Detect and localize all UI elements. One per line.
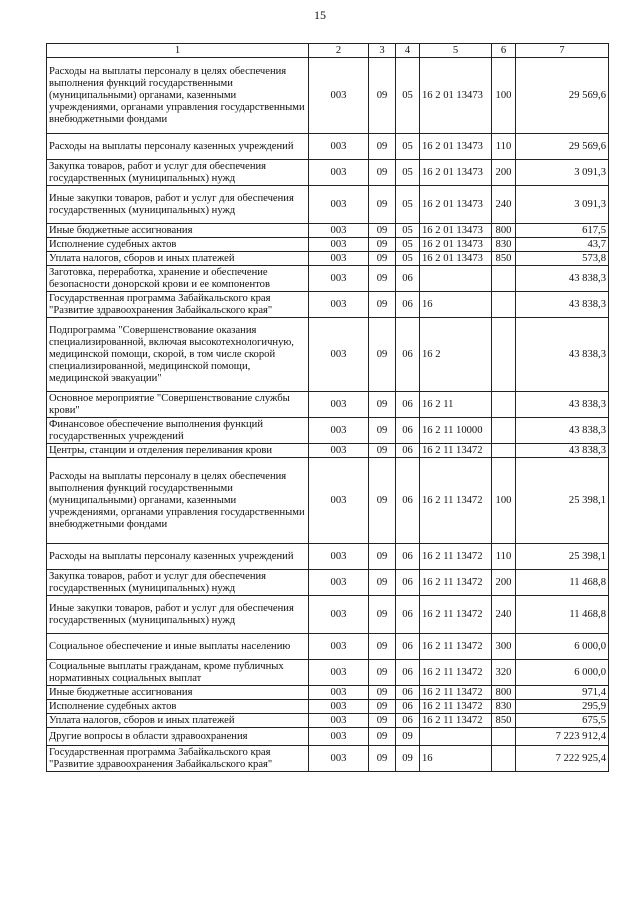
row-expense-type: 200 (492, 570, 516, 596)
row-subsection: 06 (396, 686, 420, 700)
row-section: 09 (369, 186, 396, 224)
row-expense-type: 240 (492, 596, 516, 634)
row-admin-code: 003 (309, 444, 369, 458)
row-subsection: 05 (396, 134, 420, 160)
row-name: Расходы на выплаты персоналу казенных учреждений (47, 544, 309, 570)
row-section: 09 (369, 292, 396, 318)
header-col-5: 5 (420, 44, 492, 58)
row-subsection: 06 (396, 544, 420, 570)
row-name: Расходы на выплаты персоналу в целях обеспечения выполнения функций государственными (муниципальными) органами, казенными учреждениями, органами управления государственными внебюджетными фондами (47, 458, 309, 544)
row-section: 09 (369, 660, 396, 686)
row-subsection: 06 (396, 700, 420, 714)
row-admin-code: 003 (309, 186, 369, 224)
header-col-3: 3 (369, 44, 396, 58)
row-admin-code: 003 (309, 728, 369, 746)
row-name: Иные закупки товаров, работ и услуг для обеспечения государственных (муниципальных) нужд (47, 596, 309, 634)
row-subsection: 06 (396, 660, 420, 686)
row-section: 09 (369, 714, 396, 728)
row-target-code: 16 2 11 13472 (420, 700, 492, 714)
row-target-code: 16 2 11 (420, 392, 492, 418)
table-row (47, 160, 609, 186)
header-col-6: 6 (492, 44, 516, 58)
row-amount: 43 838,3 (516, 444, 609, 458)
table-row (47, 714, 609, 728)
row-amount: 617,5 (516, 224, 609, 238)
row-section: 09 (369, 160, 396, 186)
table-row (47, 596, 609, 634)
row-target-code: 16 2 11 13472 (420, 444, 492, 458)
row-target-code: 16 2 11 13472 (420, 458, 492, 544)
row-admin-code: 003 (309, 318, 369, 392)
row-section: 09 (369, 266, 396, 292)
row-expense-type (492, 418, 516, 444)
row-subsection: 05 (396, 252, 420, 266)
row-name: Уплата налогов, сборов и иных платежей (47, 714, 309, 728)
row-admin-code: 003 (309, 266, 369, 292)
row-admin-code: 003 (309, 252, 369, 266)
row-target-code (420, 728, 492, 746)
header-col-1: 1 (47, 44, 309, 58)
row-expense-type: 320 (492, 660, 516, 686)
row-name: Расходы на выплаты персоналу казенных учреждений (47, 134, 309, 160)
row-admin-code: 003 (309, 714, 369, 728)
row-expense-type: 100 (492, 458, 516, 544)
row-section: 09 (369, 418, 396, 444)
row-amount: 6 000,0 (516, 660, 609, 686)
row-name: Социальное обеспечение и иные выплаты населению (47, 634, 309, 660)
row-subsection: 06 (396, 596, 420, 634)
row-subsection: 06 (396, 570, 420, 596)
row-section: 09 (369, 570, 396, 596)
row-section: 09 (369, 252, 396, 266)
row-amount: 43 838,3 (516, 392, 609, 418)
row-expense-type (492, 728, 516, 746)
row-admin-code: 003 (309, 634, 369, 660)
row-name: Уплата налогов, сборов и иных платежей (47, 252, 309, 266)
row-admin-code: 003 (309, 224, 369, 238)
row-target-code: 16 2 11 13472 (420, 660, 492, 686)
row-subsection: 05 (396, 224, 420, 238)
row-amount: 7 222 925,4 (516, 746, 609, 772)
row-target-code: 16 2 11 13472 (420, 570, 492, 596)
row-admin-code: 003 (309, 58, 369, 134)
row-subsection: 06 (396, 418, 420, 444)
row-admin-code: 003 (309, 700, 369, 714)
row-section: 09 (369, 746, 396, 772)
row-target-code: 16 2 11 13472 (420, 686, 492, 700)
row-amount: 43,7 (516, 238, 609, 252)
row-admin-code: 003 (309, 660, 369, 686)
row-name: Центры, станции и отделения переливания крови (47, 444, 309, 458)
table-row (47, 224, 609, 238)
row-expense-type: 300 (492, 634, 516, 660)
row-expense-type: 800 (492, 224, 516, 238)
row-section: 09 (369, 596, 396, 634)
row-target-code: 16 2 11 13472 (420, 714, 492, 728)
table-row (47, 660, 609, 686)
row-section: 09 (369, 318, 396, 392)
row-subsection: 06 (396, 634, 420, 660)
row-subsection: 06 (396, 292, 420, 318)
row-admin-code: 003 (309, 392, 369, 418)
row-admin-code: 003 (309, 418, 369, 444)
row-name: Основное мероприятие "Совершенствование службы крови" (47, 392, 309, 418)
row-name: Подпрограмма "Совершенствование оказания специализированной, включая высокотехнологичную, медицинской помощи, скорой, в том числе скорой специализированной, медицинской помощи, медицинской эвакуации" (47, 318, 309, 392)
row-name: Заготовка, переработка, хранение и обеспечение безопасности донорской крови и ее компонентов (47, 266, 309, 292)
row-expense-type: 240 (492, 186, 516, 224)
row-target-code: 16 2 01 13473 (420, 134, 492, 160)
row-admin-code: 003 (309, 160, 369, 186)
row-amount: 675,5 (516, 714, 609, 728)
row-name: Иные бюджетные ассигнования (47, 686, 309, 700)
table-row (47, 728, 609, 746)
table-row (47, 686, 609, 700)
budget-table (46, 43, 609, 772)
row-name: Социальные выплаты гражданам, кроме публичных нормативных социальных выплат (47, 660, 309, 686)
table-row (47, 444, 609, 458)
table-row (47, 58, 609, 134)
row-subsection: 05 (396, 186, 420, 224)
row-section: 09 (369, 544, 396, 570)
row-expense-type: 830 (492, 238, 516, 252)
row-subsection: 06 (396, 458, 420, 544)
table-row (47, 292, 609, 318)
row-amount: 43 838,3 (516, 266, 609, 292)
row-admin-code: 003 (309, 238, 369, 252)
row-subsection: 05 (396, 238, 420, 252)
table-row (47, 392, 609, 418)
row-subsection: 09 (396, 728, 420, 746)
header-col-4: 4 (396, 44, 420, 58)
row-admin-code: 003 (309, 458, 369, 544)
row-subsection: 05 (396, 58, 420, 134)
row-expense-type: 100 (492, 58, 516, 134)
row-subsection: 09 (396, 746, 420, 772)
row-name: Иные закупки товаров, работ и услуг для обеспечения государственных (муниципальных) нужд (47, 186, 309, 224)
row-admin-code: 003 (309, 134, 369, 160)
row-subsection: 05 (396, 160, 420, 186)
row-section: 09 (369, 700, 396, 714)
row-section: 09 (369, 634, 396, 660)
row-amount: 7 223 912,4 (516, 728, 609, 746)
row-amount: 3 091,3 (516, 160, 609, 186)
row-amount: 11 468,8 (516, 596, 609, 634)
row-admin-code: 003 (309, 570, 369, 596)
row-section: 09 (369, 238, 396, 252)
row-amount: 43 838,3 (516, 292, 609, 318)
row-name: Государственная программа Забайкальского края "Развитие здравоохранения Забайкальского края" (47, 292, 309, 318)
row-amount: 25 398,1 (516, 458, 609, 544)
row-target-code: 16 2 01 13473 (420, 186, 492, 224)
row-section: 09 (369, 392, 396, 418)
row-amount: 29 569,6 (516, 58, 609, 134)
row-amount: 11 468,8 (516, 570, 609, 596)
row-name: Закупка товаров, работ и услуг для обеспечения государственных (муниципальных) нужд (47, 160, 309, 186)
row-admin-code: 003 (309, 596, 369, 634)
row-expense-type (492, 392, 516, 418)
row-expense-type: 850 (492, 252, 516, 266)
table-row (47, 418, 609, 444)
table-row (47, 746, 609, 772)
table-row (47, 238, 609, 252)
row-subsection: 06 (396, 444, 420, 458)
row-target-code: 16 2 01 13473 (420, 160, 492, 186)
row-target-code (420, 266, 492, 292)
row-section: 09 (369, 134, 396, 160)
table-row (47, 544, 609, 570)
row-amount: 6 000,0 (516, 634, 609, 660)
row-amount: 43 838,3 (516, 418, 609, 444)
row-amount: 29 569,6 (516, 134, 609, 160)
row-amount: 25 398,1 (516, 544, 609, 570)
row-amount: 573,8 (516, 252, 609, 266)
row-expense-type (492, 292, 516, 318)
row-section: 09 (369, 58, 396, 134)
table-row (47, 318, 609, 392)
row-name: Исполнение судебных актов (47, 238, 309, 252)
row-section: 09 (369, 224, 396, 238)
row-admin-code: 003 (309, 686, 369, 700)
row-expense-type (492, 444, 516, 458)
table-row (47, 634, 609, 660)
row-expense-type: 800 (492, 686, 516, 700)
row-expense-type (492, 318, 516, 392)
row-subsection: 06 (396, 714, 420, 728)
row-subsection: 06 (396, 318, 420, 392)
table-row (47, 134, 609, 160)
table-row (47, 700, 609, 714)
row-target-code: 16 2 01 13473 (420, 58, 492, 134)
row-section: 09 (369, 458, 396, 544)
row-amount: 295,9 (516, 700, 609, 714)
table-row (47, 570, 609, 596)
row-subsection: 06 (396, 266, 420, 292)
row-name: Закупка товаров, работ и услуг для обеспечения государственных (муниципальных) нужд (47, 570, 309, 596)
table-row (47, 252, 609, 266)
row-expense-type: 110 (492, 544, 516, 570)
row-amount: 43 838,3 (516, 318, 609, 392)
row-target-code: 16 2 11 13472 (420, 544, 492, 570)
row-expense-type: 850 (492, 714, 516, 728)
row-target-code: 16 2 (420, 318, 492, 392)
row-name: Государственная программа Забайкальского края "Развитие здравоохранения Забайкальского края" (47, 746, 309, 772)
row-target-code: 16 2 11 10000 (420, 418, 492, 444)
row-subsection: 06 (396, 392, 420, 418)
page-number: 15 (314, 8, 326, 22)
row-admin-code: 003 (309, 544, 369, 570)
row-target-code: 16 (420, 746, 492, 772)
row-target-code: 16 2 01 13473 (420, 238, 492, 252)
row-name: Другие вопросы в области здравоохранения (47, 728, 309, 746)
row-admin-code: 003 (309, 292, 369, 318)
row-expense-type (492, 746, 516, 772)
header-row (47, 44, 609, 58)
row-amount: 971,4 (516, 686, 609, 700)
table-row (47, 458, 609, 544)
row-name: Расходы на выплаты персоналу в целях обеспечения выполнения функций государственными (муниципальными) органами, казенными учреждениями, органами управления государственными внебюджетными фондами (47, 58, 309, 134)
row-section: 09 (369, 728, 396, 746)
row-target-code: 16 (420, 292, 492, 318)
table-row (47, 186, 609, 224)
row-target-code: 16 2 01 13473 (420, 224, 492, 238)
row-target-code: 16 2 11 13472 (420, 596, 492, 634)
table-row (47, 266, 609, 292)
row-expense-type: 200 (492, 160, 516, 186)
row-name: Иные бюджетные ассигнования (47, 224, 309, 238)
row-section: 09 (369, 686, 396, 700)
row-expense-type (492, 266, 516, 292)
row-admin-code: 003 (309, 746, 369, 772)
row-name: Финансовое обеспечение выполнения функций государственных учреждений (47, 418, 309, 444)
row-target-code: 16 2 01 13473 (420, 252, 492, 266)
row-amount: 3 091,3 (516, 186, 609, 224)
row-section: 09 (369, 444, 396, 458)
row-name: Исполнение судебных актов (47, 700, 309, 714)
header-col-2: 2 (309, 44, 369, 58)
row-expense-type: 110 (492, 134, 516, 160)
header-col-7: 7 (516, 44, 609, 58)
row-target-code: 16 2 11 13472 (420, 634, 492, 660)
row-expense-type: 830 (492, 700, 516, 714)
